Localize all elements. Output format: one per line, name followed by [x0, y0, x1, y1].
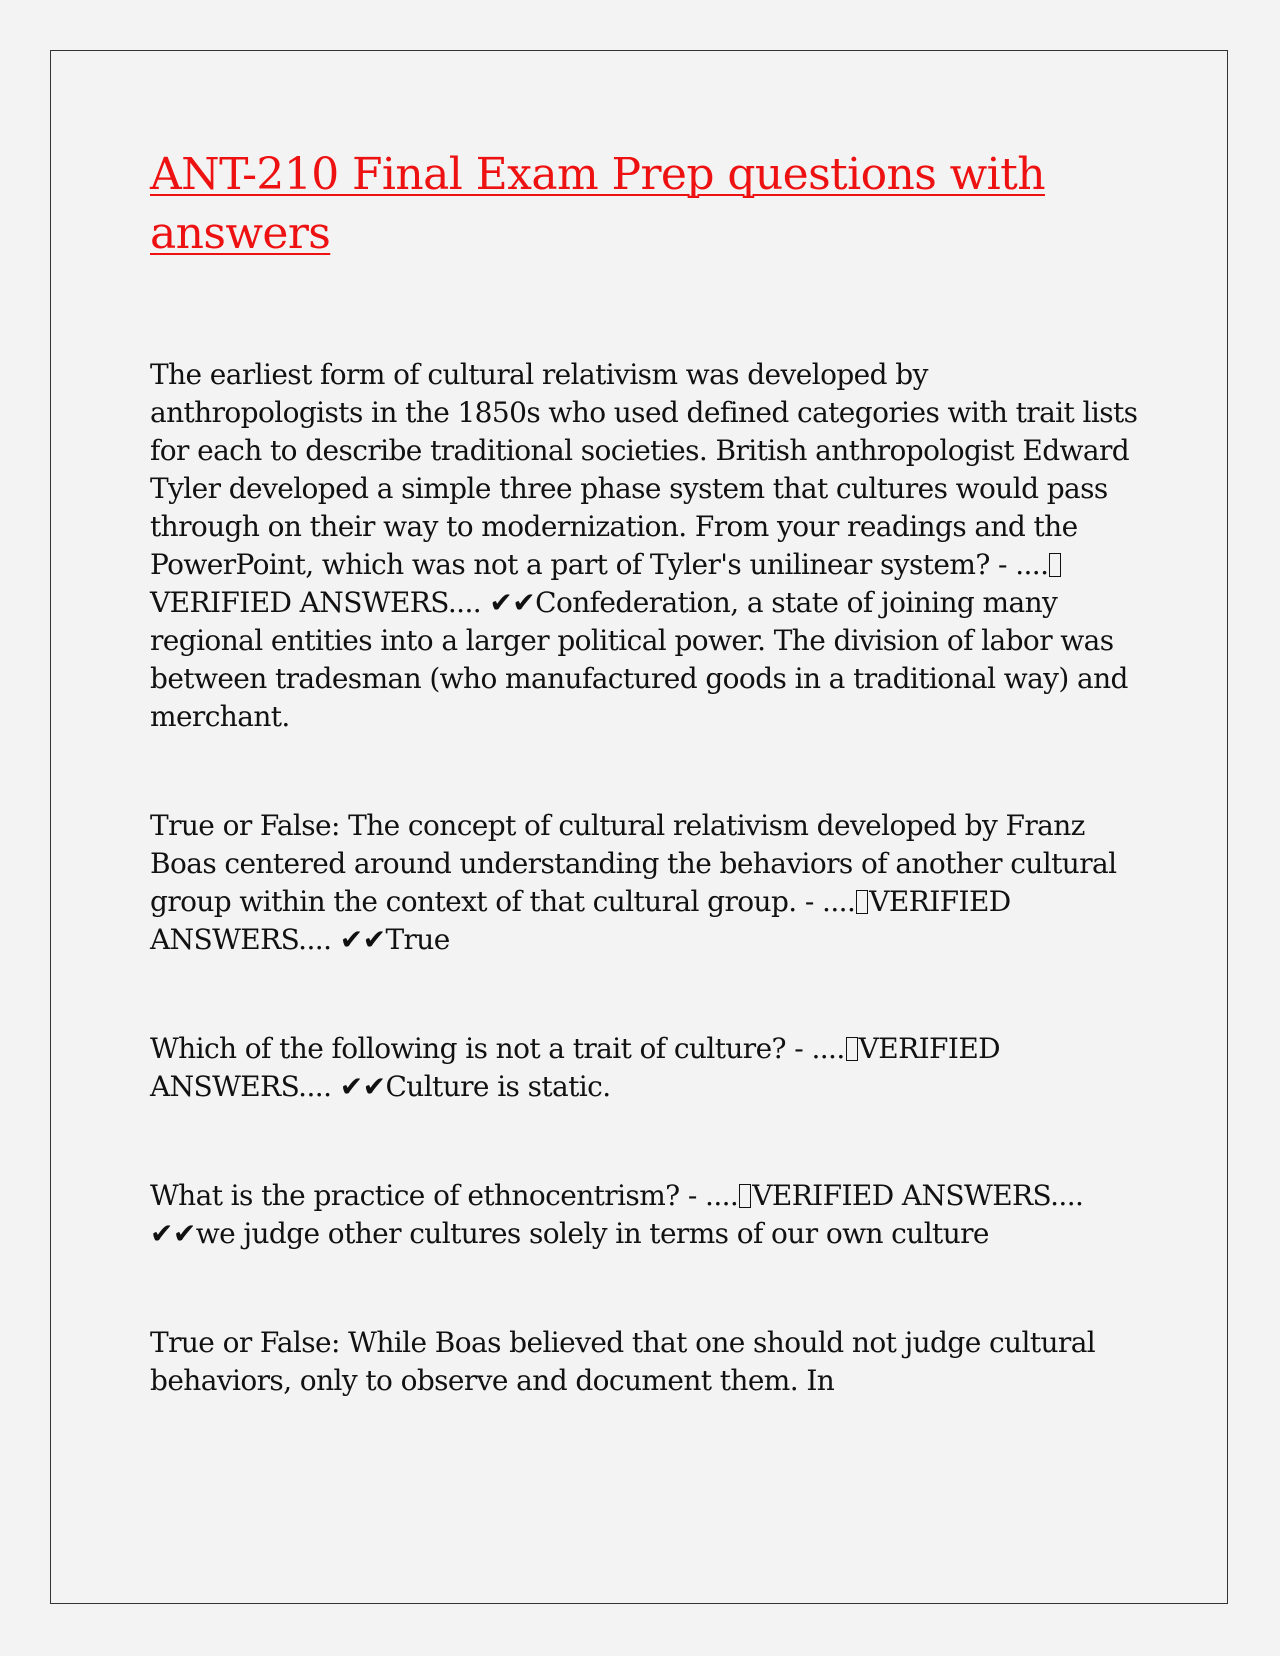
answer-text: we judge other cultures solely in terms of our own culture [195, 1217, 989, 1250]
answer-prefix: .... [1015, 548, 1049, 581]
answer-text: True [385, 923, 450, 956]
answer-prefix: .... [705, 1179, 739, 1212]
double-check-icon: ✔✔ [339, 923, 386, 956]
qa-item-partial [150, 1324, 1140, 1400]
document-title: ANT-210 Final Exam Prep questions with answers [150, 149, 1045, 259]
qa-list [150, 356, 1140, 1400]
double-check-icon: ✔✔ [489, 586, 536, 619]
question-text: True or False: The concept of cultural relativism developed by Franz Boas centered around understanding the behaviors of another cultural group within the context of that cultural group. - [150, 809, 1117, 918]
answer-text: Confederation, a state of joining many regional entities into a larger political power. The division of labor was between tradesman (who manufactured goods in a traditional way) and merchant. [150, 586, 1128, 733]
qa-item [150, 356, 1140, 736]
answer-label: VERIFIED ANSWERS.... [150, 586, 482, 619]
question-text: What is the practice of ethnocentrism? - [150, 1179, 706, 1212]
document-body [150, 145, 1140, 1400]
qa-item [150, 1177, 1140, 1253]
question-text: The earliest form of cultural relativism was developed by anthropologists in the 1850s who used defined categories with trait lists for each to describe traditional societies. British anthropologist Edward Tyler developed a simple three phase system that cultures would pass through on their way to modernization. From your readings and the PowerPoint, which was not a part of Tyler's unilinear system? - [150, 358, 1138, 581]
question-text: Which of the following is not a trait of culture? - [150, 1032, 812, 1065]
qa-item [150, 807, 1140, 959]
missing-glyph-icon [856, 890, 868, 914]
question-text: True or False: While Boas believed that one should not judge cultural behaviors, only to observe and document them. In [150, 1326, 1096, 1397]
answer-prefix: .... [822, 885, 856, 918]
missing-glyph-icon [846, 1037, 858, 1061]
double-check-icon: ✔✔ [150, 1217, 196, 1250]
answer-label: VERIFIED ANSWERS.... [150, 885, 1011, 956]
missing-glyph-icon [1049, 553, 1061, 577]
qa-item [150, 1030, 1140, 1106]
answer-text: Culture is static. [385, 1070, 611, 1103]
answer-label: VERIFIED ANSWERS.... [150, 1032, 1001, 1103]
answer-prefix: .... [811, 1032, 845, 1065]
double-check-icon: ✔✔ [339, 1070, 386, 1103]
missing-glyph-icon [739, 1184, 751, 1208]
answer-label: VERIFIED ANSWERS.... [752, 1179, 1084, 1212]
